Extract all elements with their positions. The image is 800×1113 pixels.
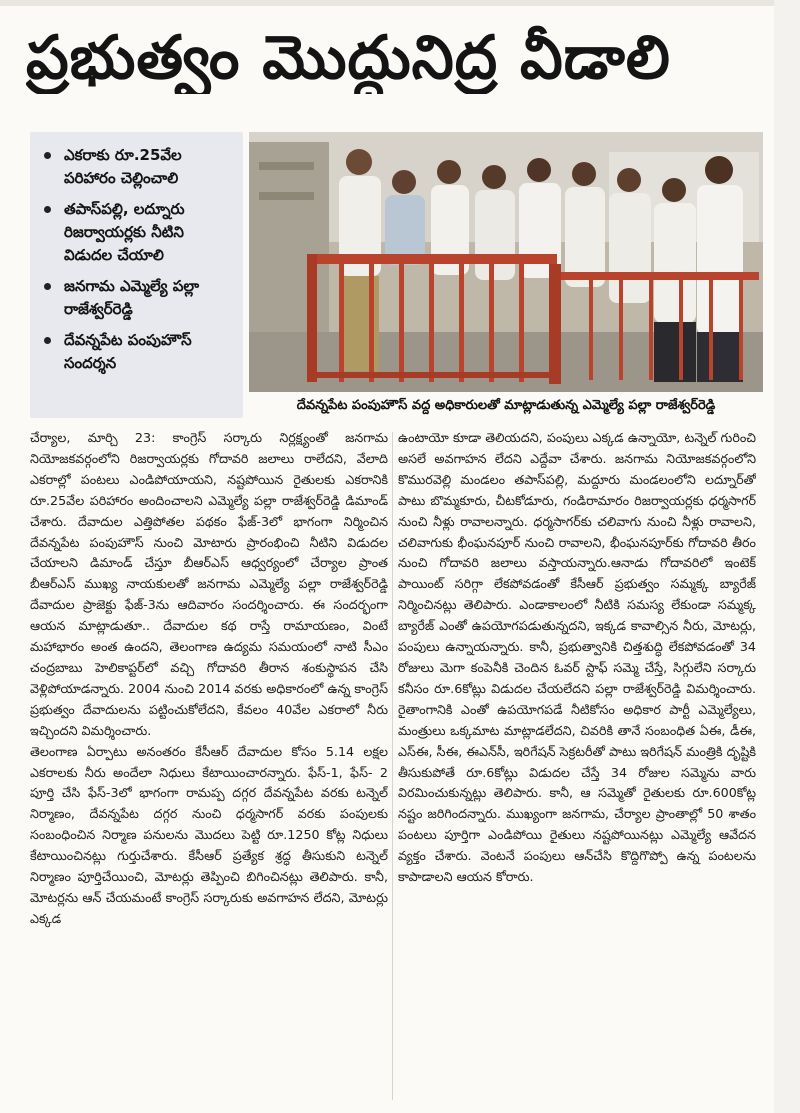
highlight-text: తపాస్‌పల్లి, లద్నూరు రిజర్వాయర్లకు నీటిని విడుదల చేయాలి <box>64 200 185 264</box>
highlight-text: జనగామ ఎమ్మెల్యే పల్లా రాజేశ్వర్‌రెడ్డి <box>64 277 200 318</box>
news-photo <box>249 132 763 392</box>
highlight-text: ఎకరాకు రూ.25వేల పరిహారం చెల్లించాలి <box>64 146 182 187</box>
highlight-item <box>42 275 235 321</box>
highlight-item <box>42 198 235 267</box>
highlight-item <box>42 144 235 190</box>
page-edge <box>774 0 800 1113</box>
headline: ప్రభుత్వం మొద్దునిద్ర వీడాలి <box>26 23 671 93</box>
highlights-box <box>30 132 243 418</box>
photo-illustration <box>249 132 763 392</box>
top-rule <box>0 0 800 6</box>
bullet-icon <box>44 337 51 344</box>
article-paragraph: ఉంటాయో కూడా తెలియదని, పంపులు ఎక్కడ ఉన్నాయో, టన్నెల్ గురించి అసలే అవగాహన లేదని ఎద్దేవా చేశారు. జనగామ నియోజకవర్గంలోని కొమురవెల్లి మండలం తపాస్‌పల్లి, మద్దూరు మండలంలోని లద్నూర్‌తో పాటు బొమ్మకూరు, చీటకోడూరు, గండిరామారం రిజర్వాయర్లకు ధర్మసాగర్ నుంచి నీళ్లు రావాలన్నారు. ధర్మసాగర్‌కు చలివాగు నుంచి నీళ్లు రావాలని, చలివాగుకు భీంఘనపూర్ నుంచి రావాలని, భీంఘనపూర్‌కు గోదావరి తీరం నుంచి గోదావరి జలాలు వస్తాయన్నారు.ఆనాడు గోదావరిలో ఇంటెక్ పాయింట్ సరిగ్గా లేకపోవడంతో కేసీఆర్ ప్రభుత్వం సమ్మక్క బ్యారేజ్ నిర్మించినట్లు తెలిపారు. ఎండాకాలంలో నీటికి సమస్య లేకుండా సమ్మక్క బ్యారేజ్ ఎంతో ఉపయోగపడుతున్నదని, ఇక్కడ కావాల్సిన నీరు, మోటర్లు, పంపులు ఉన్నాయన్నారు. కానీ, ప్రభుత్వానికి చిత్తశుద్ధి లేకపోవడంతో 34 రోజులు మెగా కంపెనీకి చెందిన ఓవర్ స్టాఫ్ సమ్మె చేస్తే, సిగ్గులేని సర్కారు కనీసం రూ.6కోట్లు విడుదల చేయలేదని పల్లా రాజేశ్వర్‌రెడ్డి విమర్శించారు. రైతాంగానికి ఎంతో ఉపయోగపడే నీటికోసం అధికార పార్టీ ఎమ్మెల్యేలు, మంత్రులు ఒక్కమాట మాట్లాడలేదని, చివరికి తానే సంబంధిత ఏఈ, డీఈ, ఎస్ఈ, సీఈ, ఈఎన్‌సీ, ఇరిగేషన్ సెక్రటరీతో పాటు ఇరిగేషన్ మంత్రికి దృష్టికి తీసుకుపోతే రూ.6కోట్లు విడుదల చేస్తే 34 రోజుల సమ్మెను వారు విరమించుకున్నట్లు తెలిపారు. కానీ, ఆ సమ్మెతో రైతులకు రూ.600కోట్ల నష్టం జరిగిందన్నారు. ముఖ్యంగా జనగామ, చేర్యాల ప్రాంతాల్లో 50 శాతం పంటలు పూర్తిగా ఎండిపోయి రైతులు నష్టపోయినట్లు ఎమ్మెల్యే ఆవేదన వ్యక్తం చేశారు. వెంటనే పంపులు ఆన్‌చేసి కొద్దిగొప్పో ఉన్న పంటలను కాపాడాలని ఆయన కోరారు. <box>398 430 756 885</box>
highlight-text: దేవన్నపేట పంపుహౌస్ సందర్శన <box>64 331 192 372</box>
bullet-icon <box>44 152 51 159</box>
pipe <box>259 192 314 200</box>
article-column-1 <box>30 428 388 1100</box>
highlight-item <box>42 329 235 375</box>
article-paragraph: చేర్యాల, మార్చి 23: కాంగ్రెస్ సర్కారు నిర్లక్ష్యంతో జనగామ నియోజకవర్గంలోని రిజర్వాయర్లకు గోదావరి జలాలు రాలేదని, వేలాది ఎకరాల్లో పంటలు ఎండిపోయాయని, నష్టపోయిన రైతులకు ఎకరానికి రూ.25వేల పరిహారం అందించాలని ఎమ్మెల్యే పల్లా రాజేశ్వర్‌రెడ్డి డిమాండ్ చేశారు. దేవాదుల ఎత్తిపోతల పథకం ఫేజ్-3లో భాగంగా నిర్మించిన దేవన్నపేట పంపుహౌస్ నుంచి మోటారు ప్రారంభించి నీటిని విడుదల చేయాలని డిమాండ్ చేస్తూ బీఆర్ఎస్ ఆధ్వర్యంలో చేర్యాల ప్రాంత బీఆర్ఎస్ ముఖ్య నాయకులతో జనగామ ఎమ్మెల్యే పల్లా రాజేశ్వర్‌రెడ్డి దేవాదుల ప్రాజెక్టు ఫేజ్-3ను ఆదివారం సందర్శించారు. ఈ సందర్భంగా ఆయన మాట్లాడుతూ.. దేవాదుల కథ రాస్తే రామాయణం, వింటే మహాభారం అంత ఉందని, తెలంగాణ ఉద్యమ సమయంలో నాటి సీఎం చంద్రబాబు హెలికాప్టర్‌లో వచ్చి గోదావరి తీరాన శంకుస్థాపన చేసి వెళ్లిపోయాడన్నారు. 2004 నుంచి 2014 వరకు అధికారంలో ఉన్న కాంగ్రెస్ ప్రభుత్వం దేవాదులను పట్టించుకోలేదని, కేవలం 40వేల ఎకరాలో నీరు ఇచ్చిందని విమర్శించారు. <box>30 430 388 738</box>
photo-caption: దేవన్నపేట పంపుహౌస్ వద్ద అధికారులతో మాట్లాడుతున్న ఎమ్మెల్యే పల్లా రాజేశ్వర్‌రెడ్డి <box>296 398 716 413</box>
article-paragraph: తెలంగాణ ఏర్పాటు అనంతరం కేసీఆర్ దేవాదుల కోసం 5.14 లక్షల ఎకరాలకు నీరు అందేలా నిధులు కేటాయించారన్నారు. ఫేస్-1, ఫేస్- 2 పూర్తి చేసి ఫేస్-3లో భాగంగా రామప్ప దగ్గర దేవన్నపేట వరకు టన్నెల్ నిర్మాణం, దేవన్నపేట దగ్గర నుంచి ధర్మసాగర్ వరకు పంపులకు సంబంధించిన నిర్మాణ పనులను మొదలు పెట్టి రూ.1250 కోట్ల నిధులు కేటాయించినట్లు గుర్తుచేశారు. కేసీఆర్ ప్రత్యేక శ్రద్ధ తీసుకుని టన్నెల్ నిర్మాణం పూర్తిచేయించి, మోటర్లు తెప్పించి బిగించినట్లు తెలిపారు. కానీ, మోటర్లను ఆన్ చేయమంటే కాంగ్రెస్ సర్కారుకు అవగాహన లేదని, మోటర్లు ఎక్కడ <box>30 743 388 926</box>
article-column-2 <box>398 428 756 1100</box>
bullet-icon <box>44 206 51 213</box>
bullet-icon <box>44 283 51 290</box>
highlights-list <box>30 132 243 375</box>
column-divider <box>392 432 393 1100</box>
pipe <box>259 162 314 170</box>
